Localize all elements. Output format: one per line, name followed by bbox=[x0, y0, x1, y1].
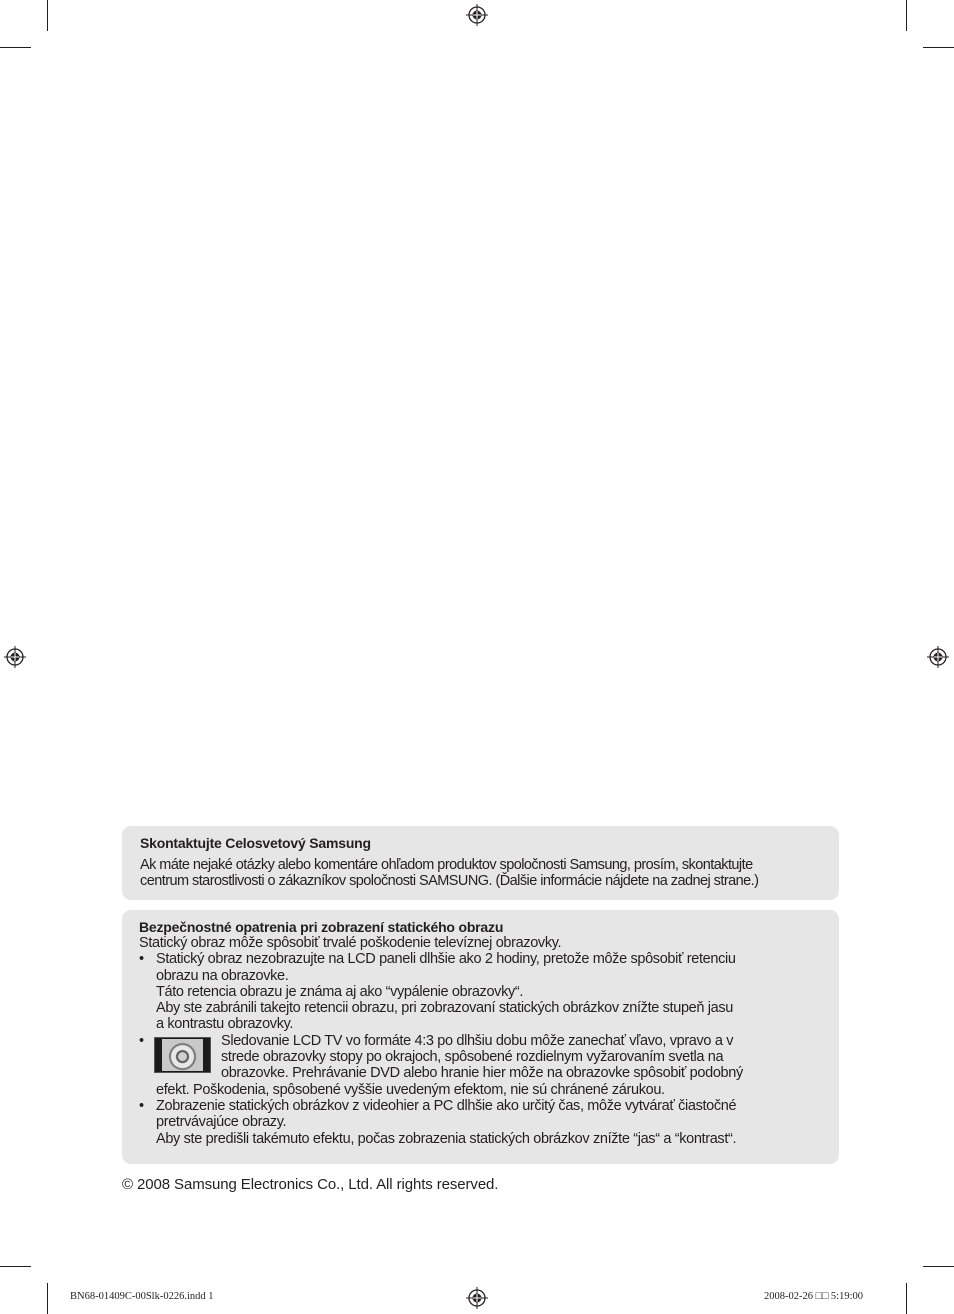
contact-box-line: centrum starostlivosti o zákazníkov spoločnosti SAMSUNG. (Ďalšie informácie nájdete na zadnej strane.) bbox=[140, 873, 759, 890]
bullet-line: Zobrazenie statických obrázkov z videohier a PC dlhšie ako určitý čas, môže vytvárať čiastočné bbox=[156, 1097, 737, 1114]
bullet-line: Aby ste predišli takémuto efektu, počas zobrazenia statických obrázkov znížte “jas“ a “kontrast“. bbox=[156, 1130, 737, 1147]
bullet-line: Táto retencia obrazu je známa aj ako “vypálenie obrazovky“. bbox=[156, 983, 524, 1000]
registration-mark-icon bbox=[466, 1287, 488, 1309]
list-item bbox=[139, 1033, 827, 1098]
bullet-line: Aby ste zabránili takejto retencii obrazu, pri zobrazovaní statických obrázkov znížte stupeň jasu bbox=[156, 1000, 733, 1017]
list-item bbox=[139, 951, 827, 1032]
date-slug: 2008-02-26 □□ 5:19:00 bbox=[764, 1291, 864, 1302]
registration-mark-icon bbox=[927, 646, 949, 668]
crop-mark bbox=[923, 1266, 954, 1267]
contact-box-line: Ak máte nejaké otázky alebo komentáre ohľadom produktov spoločnosti Samsung, prosím, skontaktujte bbox=[140, 857, 753, 873]
crop-mark bbox=[0, 1266, 31, 1267]
bullet-mark: • bbox=[139, 1097, 144, 1114]
file-slug: BN68-01409C-00Slk-0226.indd 1 bbox=[70, 1291, 214, 1302]
bullet-line: Statický obraz nezobrazujte na LCD paneli dlhšie ako 2 hodiny, pretože môže spôsobiť retenciu bbox=[156, 951, 736, 968]
bullet-mark: • bbox=[139, 951, 144, 968]
bullet-line: a kontrastu obrazovky. bbox=[156, 1016, 294, 1033]
safety-box-title: Bezpečnostné opatrenia pri zobrazení statického obrazu bbox=[139, 919, 504, 935]
bullet-line: obrazovke. Prehrávanie DVD alebo hranie hier môže na obrazovke spôsobiť podobný bbox=[221, 1065, 743, 1082]
safety-box-intro: Statický obraz môže spôsobiť trvalé poškodenie televíznej obrazovky. bbox=[139, 935, 562, 951]
tv-screen-thumbnail bbox=[154, 1037, 211, 1073]
registration-mark-icon bbox=[4, 646, 26, 668]
crop-mark bbox=[47, 1283, 48, 1314]
static-image-safety-box bbox=[122, 910, 839, 1164]
registration-mark-icon bbox=[466, 4, 488, 26]
bullet-mark: • bbox=[139, 1032, 144, 1049]
bullet-line: Sledovanie LCD TV vo formáte 4:3 po dlhšiu dobu môže zanechať vľavo, vpravo a v bbox=[221, 1032, 734, 1049]
bullet-line: strede obrazovky stopy po okrajoch, spôsobené rozdielnym vyžarovaním svetla na bbox=[221, 1049, 724, 1066]
crop-mark bbox=[906, 1283, 907, 1314]
bullet-line: obrazu na obrazovke. bbox=[156, 967, 289, 984]
crop-mark bbox=[47, 0, 48, 31]
list-item bbox=[139, 1098, 827, 1147]
copyright-notice: © 2008 Samsung Electronics Co., Ltd. All rights reserved. bbox=[122, 1176, 499, 1193]
crop-mark bbox=[923, 47, 954, 48]
contact-samsung-box bbox=[122, 826, 839, 900]
crop-mark bbox=[906, 0, 907, 31]
bullet-line: efekt. Poškodenia, spôsobené vyššie uvedeným efektom, nie sú chránené zárukou. bbox=[156, 1081, 665, 1098]
crop-mark bbox=[0, 47, 31, 48]
bullet-line: pretrvávajúce obrazy. bbox=[156, 1114, 287, 1131]
contact-box-title: Skontaktujte Celosvetový Samsung bbox=[140, 835, 371, 851]
